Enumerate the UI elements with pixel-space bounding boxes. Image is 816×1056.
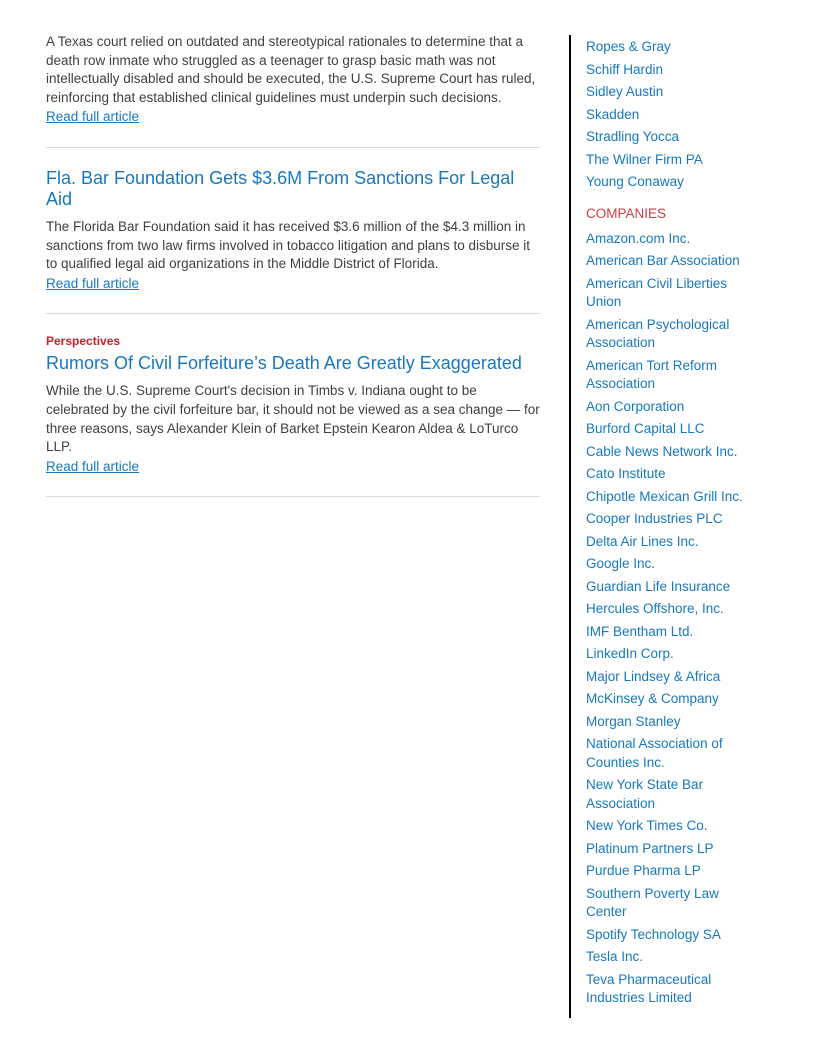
law-firms-list (586, 38, 744, 192)
law-firm-link[interactable]: Schiff Hardin (586, 61, 664, 77)
company-link[interactable]: American Psychological Association (586, 316, 730, 350)
company-link[interactable]: Purdue Pharma LP (586, 863, 701, 878)
law-firm-link[interactable]: Stradling Yocca (586, 129, 680, 144)
company-link[interactable]: Aon Corporation (586, 398, 685, 414)
company-link[interactable]: Platinum Partners LP (586, 840, 714, 856)
company-link[interactable]: American Civil Liberties Union (586, 275, 728, 309)
company-link[interactable]: Morgan Stanley (586, 713, 681, 729)
perspectives-label: Perspectives (46, 334, 121, 349)
law-firm-link[interactable]: Skadden (586, 106, 640, 122)
company-link[interactable]: New York State Bar Association (586, 777, 704, 811)
companies-header: COMPANIES (586, 205, 667, 221)
article (46, 33, 540, 148)
law-firm-link[interactable]: The Wilner Firm PA (586, 151, 703, 167)
company-link[interactable]: McKinsey & Company (586, 691, 719, 706)
companies-list (586, 230, 744, 1008)
company-link[interactable]: Chipotle Mexican Grill Inc. (586, 488, 743, 504)
article-title-link[interactable]: Rumors Of Civil Forfeiture’s Death Are Greatly Exaggerated (46, 353, 522, 374)
company-link[interactable]: Delta Air Lines Inc. (586, 533, 699, 549)
article-summary: While the U.S. Supreme Court's decision in Timbs v. Indiana ought to be celebrated by the civil forfeiture bar, it should not be viewed as a sea change — for three reasons, says Alexander Klein of Barket Epstein Kearon Aldea & LoTurco LLP. (46, 383, 540, 455)
article-title-link[interactable]: Fla. Bar Foundation Gets $3.6M From Sanctions For Legal Aid (46, 167, 515, 209)
sidebar (569, 35, 744, 1018)
company-link[interactable]: Spotify Technology SA (586, 926, 721, 942)
company-link[interactable]: Teva Pharmaceutical Industries Limited (586, 971, 712, 1005)
company-link[interactable]: Cooper Industries PLC (586, 511, 723, 526)
read-full-article-link[interactable]: Read full article (46, 109, 140, 125)
company-link[interactable]: Hercules Offshore, Inc. (586, 601, 724, 616)
company-link[interactable]: Southern Poverty Law Center (586, 885, 719, 919)
article-divider (46, 313, 540, 314)
company-link[interactable]: National Association of Counties Inc. (586, 736, 723, 770)
company-link[interactable]: American Bar Association (586, 253, 740, 268)
company-link[interactable]: Cato Institute (586, 466, 666, 481)
company-link[interactable]: Major Lindsey & Africa (586, 668, 721, 684)
article (46, 334, 540, 497)
company-link[interactable]: Tesla Inc. (586, 949, 644, 964)
article-divider (46, 496, 540, 497)
article-list (46, 33, 540, 517)
article-summary: A Texas court relied on outdated and stereotypical rationales to determine that a death row inmate who struggled as a teenager to grasp basic math was not intellectually disabled and should be executed, the U.S. Supreme Court has ruled, reinforcing that established clinical guidelines must underpin such decisions. (46, 34, 536, 105)
company-link[interactable]: American Tort Reform Association (586, 357, 718, 391)
company-link[interactable]: Cable News Network Inc. (586, 443, 738, 459)
company-link[interactable]: Amazon.com Inc. (586, 230, 691, 246)
article-divider (46, 147, 540, 148)
read-full-article-link[interactable]: Read full article (46, 458, 140, 474)
read-full-article-link[interactable]: Read full article (46, 275, 140, 291)
company-link[interactable]: Burford Capital LLC (586, 421, 705, 436)
article (46, 168, 540, 314)
law-firm-link[interactable]: Young Conaway (586, 174, 684, 189)
law-firm-link[interactable]: Sidley Austin (586, 84, 664, 99)
company-link[interactable]: LinkedIn Corp. (586, 646, 674, 661)
company-link[interactable]: IMF Bentham Ltd. (586, 623, 694, 639)
company-link[interactable]: Guardian Life Insurance (586, 578, 731, 594)
article-summary: The Florida Bar Foundation said it has received $3.6 million of the $4.3 million in sanctions from two law firms involved in tobacco litigation and plans to disburse it to qualified legal aid organizations in the Middle District of Florida. (46, 218, 530, 272)
company-link[interactable]: New York Times Co. (586, 818, 708, 833)
company-link[interactable]: Google Inc. (586, 556, 656, 571)
law-firm-link[interactable]: Ropes & Gray (586, 39, 671, 54)
